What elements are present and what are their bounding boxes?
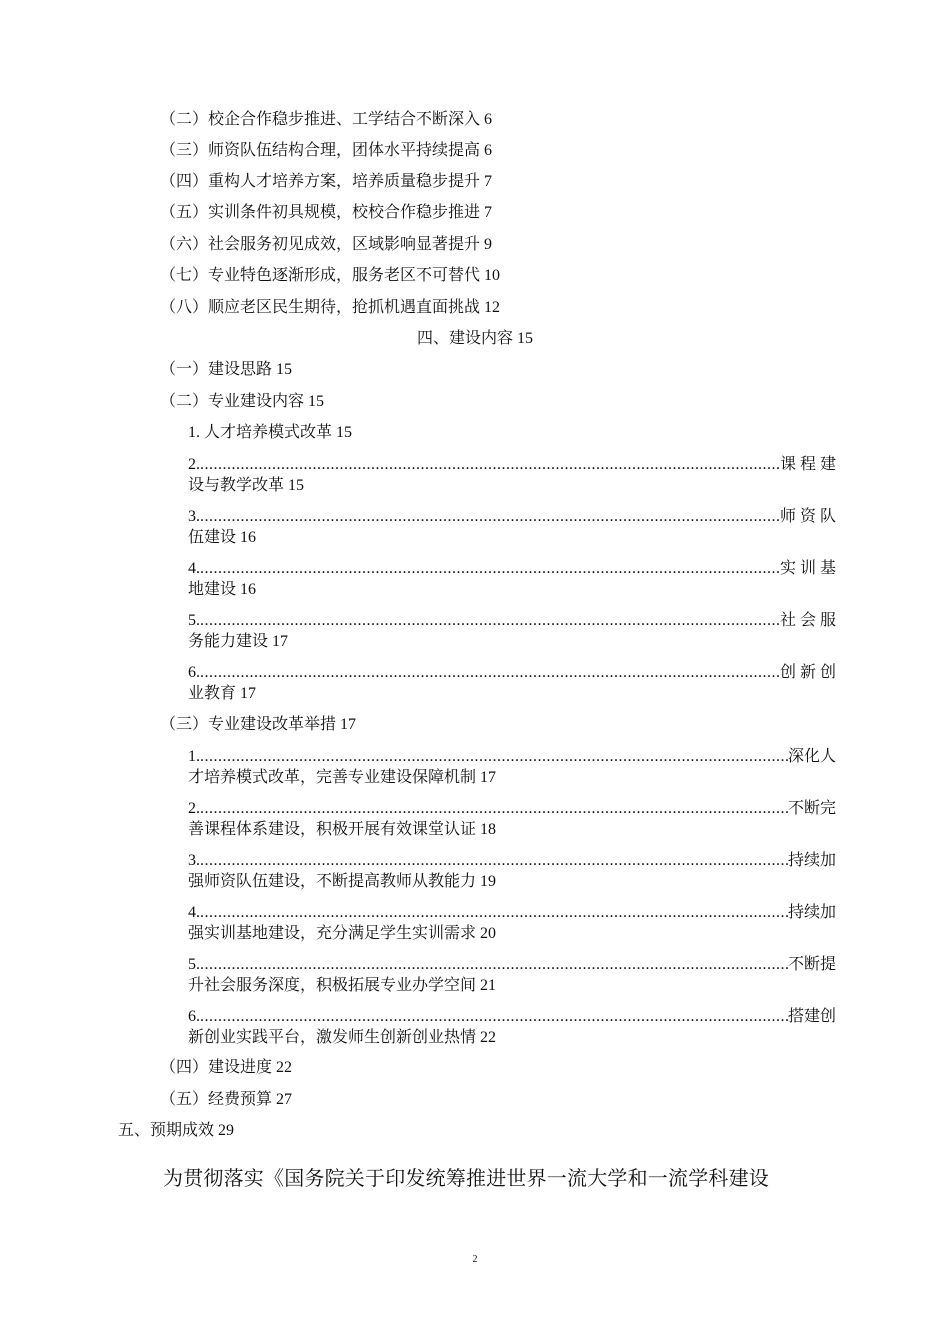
toc-leader [200, 903, 788, 923]
toc-leader [200, 747, 788, 767]
toc-entry-number: 2. [188, 800, 200, 817]
toc-entry-number: 6. [188, 664, 200, 681]
toc-entry-number: 4. [188, 560, 200, 577]
toc-entry[interactable] [188, 903, 836, 923]
toc-entry-number: 3. [188, 508, 200, 525]
page-number: 2 [472, 1254, 478, 1265]
toc-entry[interactable] [188, 799, 836, 819]
toc-entry-text: 师 资 队 [779, 508, 836, 525]
toc-entry-continuation: 强实训基地建设，充分满足学生实训需求 20 [188, 925, 497, 942]
toc-entry[interactable]: （二）专业建设内容 15 [160, 393, 325, 410]
toc-entry[interactable] [188, 851, 836, 871]
toc-leader [200, 955, 788, 975]
toc-entry[interactable]: （五）实训条件初具规模，校校合作稳步推进 7 [160, 204, 493, 221]
toc-entry[interactable] [188, 611, 836, 631]
toc-entry[interactable]: （三）师资队伍结构合理，团体水平持续提高 6 [160, 142, 493, 159]
toc-leader [200, 851, 788, 871]
toc-entry[interactable] [188, 955, 836, 975]
toc-leader [200, 455, 780, 475]
toc-entry[interactable]: （四）重构人才培养方案，培养质量稳步提升 7 [160, 173, 493, 190]
toc-entry[interactable]: （四）建设进度 22 [160, 1059, 293, 1076]
toc-leader [200, 1007, 788, 1027]
toc-entry[interactable] [188, 747, 836, 767]
toc-entry[interactable]: （二）校企合作稳步推进、工学结合不断深入 6 [160, 111, 493, 128]
toc-entry[interactable] [188, 1007, 836, 1027]
toc-entry[interactable]: 1. 人才培养模式改革 15 [188, 424, 353, 441]
toc-entry-continuation: 善课程体系建设，积极开展有效课堂认证 18 [188, 821, 497, 838]
toc-entry-continuation: 强师资队伍建设，不断提高教师从教能力 19 [188, 873, 497, 890]
toc-entry-continuation: 业教育 17 [188, 685, 257, 702]
toc-entry-continuation: 伍建设 16 [188, 529, 257, 546]
toc-leader [200, 507, 780, 527]
toc-entry-number: 1. [188, 748, 200, 765]
toc-entry[interactable]: （五）经费预算 27 [160, 1091, 293, 1108]
toc-entry-text: 实 训 基 [779, 560, 836, 577]
toc-entry[interactable] [188, 455, 836, 475]
toc-entry-text: 创 新 创 [779, 664, 836, 681]
toc-entry-text: 不断完 [787, 800, 836, 817]
toc-entry[interactable]: （三）专业建设改革举措 17 [160, 716, 357, 733]
toc-leader [200, 611, 780, 631]
toc-entry-number: 5. [188, 956, 200, 973]
body-paragraph: 为贯彻落实《国务院关于印发统筹推进世界一流大学和一流学科建设 [163, 1168, 769, 1190]
toc-entry-number: 4. [188, 904, 200, 921]
toc-entry-number: 5. [188, 612, 200, 629]
toc-entry-continuation: 设与教学改革 15 [188, 477, 305, 494]
toc-entry[interactable] [188, 507, 836, 527]
toc-entry-text: 深化人 [787, 748, 836, 765]
toc-leader [200, 799, 788, 819]
toc-entry[interactable]: （七）专业特色逐渐形成，服务老区不可替代 10 [160, 267, 501, 284]
toc-entry-continuation: 新创业实践平台，激发师生创新创业热情 22 [188, 1029, 497, 1046]
toc-leader [200, 663, 780, 683]
toc-entry[interactable] [188, 663, 836, 683]
toc-entry-continuation: 升社会服务深度，积极拓展专业办学空间 21 [188, 977, 497, 994]
toc-entry[interactable]: （六）社会服务初见成效，区域影响显著提升 9 [160, 236, 493, 253]
toc-entry-text: 持续加 [787, 852, 836, 869]
toc-entry-continuation: 地建设 16 [188, 581, 257, 598]
toc-entry[interactable]: （八）顺应老区民生期待，抢抓机遇直面挑战 12 [160, 299, 501, 316]
toc-heading[interactable]: 四、建设内容 15 [416, 330, 533, 347]
toc-heading[interactable]: 五、预期成效 29 [118, 1122, 235, 1139]
toc-entry-text: 持续加 [787, 904, 836, 921]
toc-entry[interactable]: （一）建设思路 15 [160, 361, 293, 378]
toc-entry-text: 社 会 服 [779, 612, 836, 629]
toc-leader [200, 559, 780, 579]
toc-entry-number: 3. [188, 852, 200, 869]
toc-entry[interactable] [188, 559, 836, 579]
toc-entry-text: 不断提 [787, 956, 836, 973]
toc-entry-text: 课 程 建 [779, 456, 836, 473]
toc-entry-continuation: 才培养模式改革，完善专业建设保障机制 17 [188, 769, 497, 786]
toc-entry-number: 6. [188, 1008, 200, 1025]
toc-entry-text: 搭建创 [787, 1008, 836, 1025]
toc-entry-number: 2. [188, 456, 200, 473]
toc-entry-continuation: 务能力建设 17 [188, 633, 289, 650]
